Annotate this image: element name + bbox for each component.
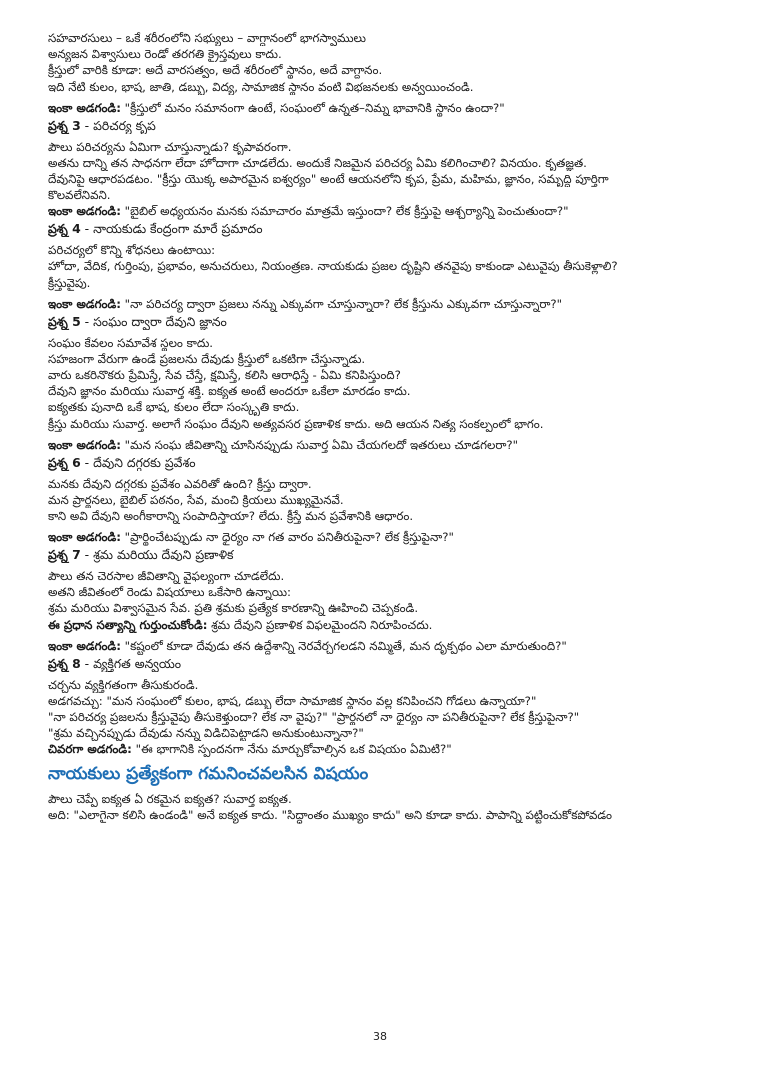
text-line: ఐక్యతకు పునాది ఒకే భాష, కులం లేదా సంస్కృతి కాదు. xyxy=(48,400,300,415)
ask-label: ఇంకా అడగండి: xyxy=(48,204,121,219)
ask-label: చివరగా అడగండి: xyxy=(48,742,132,757)
ask-line xyxy=(48,638,728,655)
text-line: అతని జీవితంలో రెండు విషయాలు ఒకేసారి ఉన్నాయి: xyxy=(48,585,292,600)
ask-line xyxy=(48,437,728,454)
text-line: అన్యజన విశ్వాసులు రెండో తరగతి క్రైస్తవులు కాదు. xyxy=(48,47,282,62)
question-label: ప్రశ్న 8 xyxy=(48,655,81,671)
text-line: క్రీస్తులో వారికి కూడా: అదే వారసత్వం, అదే శరీరంలో స్థానం, అదే వాగ్దానం. xyxy=(48,63,383,78)
question-heading xyxy=(48,655,728,672)
question-title: - పరిచర్య కృప xyxy=(80,117,156,133)
ask-line xyxy=(48,296,728,313)
section-heading: నాయకులు ప్రత్యేకంగా గమనించవలసిన విషయం xyxy=(48,764,369,785)
text-line: సహవారసులు – ఒకే శరీరంలోని సభ్యులు – వాగ్దానంలో భాగస్వాములు xyxy=(48,31,366,45)
ask-text: "ఈ భాగానికి స్పందనగా నేను మార్చుకోవాల్సిన ఒక విషయం ఏమిటి?" xyxy=(135,742,452,757)
text-line: క్రీస్తు మరియు సువార్త. అలాగే సంఘం దేవుని అత్యవసర ప్రణాళిక కాదు. అది ఆయన నిత్య సంకల్పంలో భాగం. xyxy=(48,416,544,431)
question-label: ప్రశ్న 4 xyxy=(48,221,81,237)
ask-label: ఇంకా అడగండి: xyxy=(48,530,121,545)
text-line: వారు ఒకరినొకరు ప్రేమిస్తే, సేవ చేస్తే, క్షమిస్తే, కలిసి ఆరాధిస్తే - ఏమి కనిపిస్తుంది? xyxy=(48,368,401,383)
text-line: కాని అవి దేవుని అంగీకారాన్ని సంపాదిస్తాయా? లేదు. క్రీస్తే మన ప్రవేశానికి ఆధారం. xyxy=(48,509,414,524)
text-line: పౌలు చెప్పే ఐక్యత ఏ రకమైన ఐక్యత? సువార్త ఐక్యత. xyxy=(48,792,292,807)
ask-label: ఇంకా అడగండి: xyxy=(48,638,121,653)
question-section-6 xyxy=(48,454,728,546)
question-heading xyxy=(48,313,728,330)
question-section-7 xyxy=(48,546,728,655)
ask-label: ఇంకా అడగండి: xyxy=(48,100,121,115)
question-heading xyxy=(48,220,728,237)
text-line: సంఘం కేవలం సమావేశ స్థలం కాదు. xyxy=(48,335,214,350)
question-label: ప్రశ్న 7 xyxy=(48,547,81,563)
ask-text: "క్రీస్తులో మనం సమానంగా ఉంటే, సంఘంలో ఉన్నత–నిమ్న భావానికి స్థానం ఉందా?" xyxy=(124,100,505,115)
intro-block xyxy=(48,30,728,117)
question-title: - సంఘం ద్వారా దేవుని జ్ఞానం xyxy=(80,313,227,329)
text-line: పౌలు తన చెరసాల జీవితాన్ని వైఫల్యంగా చూడలేదు. xyxy=(48,569,285,584)
text-line: చర్చను వ్యక్తిగతంగా తీసుకురండి. xyxy=(48,677,199,692)
text-line: పౌలు పరిచర్యను ఏమిగా చూస్తున్నాడు? కృపావరంగా. xyxy=(48,139,292,154)
emphasis-text: శ్రమ దేవుని ప్రణాళిక విఫలమైందని నిరూపించదు. xyxy=(207,617,433,632)
text-line: "నా పరిచర్య ప్రజలను క్రీస్తువైపు తీసుకెళ్తుందా? లేక నా వైపు?" "ప్రార్థనలో నా ధైర్యం నా పనితీరుపైనా? లేక క్రీస్తుపైనా?" xyxy=(48,710,580,725)
question-label: ప్రశ్న 5 xyxy=(48,313,81,329)
ask-label: ఇంకా అడగండి: xyxy=(48,296,121,311)
ask-label: ఇంకా అడగండి: xyxy=(48,437,121,452)
text-line: సహజంగా వేరుగా ఉండే ప్రజలను దేవుడు క్రీస్తులో ఒకటిగా చేస్తున్నాడు. xyxy=(48,351,366,366)
text-line: మనకు దేవుని దగ్గరకు ప్రవేశం ఎవరితో ఉంది? క్రీస్తు ద్వారా. xyxy=(48,476,312,491)
question-label: ప్రశ్న 6 xyxy=(48,454,81,470)
ask-line xyxy=(48,529,728,546)
question-section-8 xyxy=(48,655,728,759)
text-line: క్రీస్తువైపు. xyxy=(48,275,91,290)
text-line: పరిచర్యలో కొన్ని శోధనలు ఉంటాయి: xyxy=(48,243,216,258)
question-section-4 xyxy=(48,220,728,312)
ask-line xyxy=(48,741,728,758)
text-line: దేవుని జ్ఞానం మరియు సువార్త శక్తి. ఐక్యత అంటే అందరూ ఒకేలా మారడం కాదు. xyxy=(48,384,411,399)
question-label: ప్రశ్న 3 xyxy=(48,117,81,133)
text-line: దేవునిపై ఆధారపడటం. "క్రీస్తు యొక్క అపారమైన ఐశ్వర్యం" అంటే ఆయనలోని కృప, ప్రేమ, మహిమ, జ్ఞానం, సమృద్ధి పూర్తిగా xyxy=(48,172,609,187)
question-section-5 xyxy=(48,313,728,454)
ask-text: "మన సంఘ జీవితాన్ని చూసినప్పుడు సువార్త ఏమి చేయగలదో ఇతరులు చూడగలరా?" xyxy=(124,437,519,452)
question-heading xyxy=(48,454,728,471)
text-line: హోదా, వేదిక, గుర్తింపు, ప్రభావం, అనుచరులు, నియంత్రణ. నాయకుడు ప్రజల దృష్టిని తనవైపు కాకుండా ఎటువైపు తీసుకెళ్లాలి? xyxy=(48,259,618,274)
emphasis-line xyxy=(48,617,728,633)
ask-text: "కష్టంలో కూడా దేవుడు తన ఉద్దేశాన్ని నెరవేర్చగలడని నమ్మితే, మన దృక్పథం ఎలా మారుతుంది?" xyxy=(124,638,567,653)
text-line: "శ్రమ వచ్చినప్పుడు దేవుడు నన్ను విడిచిపెట్టాడని అనుకుంటున్నానా?" xyxy=(48,726,364,741)
question-title: - దేవుని దగ్గరకు ప్రవేశం xyxy=(80,454,196,470)
question-title: - నాయకుడు కేంద్రంగా మారే ప్రమాదం xyxy=(80,221,263,237)
document-page xyxy=(48,30,728,824)
question-heading xyxy=(48,546,728,563)
ask-line xyxy=(48,203,728,220)
emphasis-label: ఈ ప్రధాన సత్యాన్ని గుర్తుంచుకోండి: xyxy=(48,617,208,632)
ask-text: "బైబిల్ అధ్యయనం మనకు సమాచారం మాత్రమే ఇస్తుందా? లేక క్రీస్తుపై ఆశ్చర్యాన్ని పెంచుతుందా?" xyxy=(124,204,569,219)
text-line: అది: "ఎలాగైనా కలిసి ఉండండి" అనే ఐక్యత కాదు. "సిద్ధాంతం ముఖ్యం కాదు" అని కూడా కాదు. పాపాన్ని పట్టించుకోకపోవడం xyxy=(48,808,612,823)
question-title: - శ్రమ మరియు దేవుని ప్రణాళిక xyxy=(80,547,234,563)
text-line: అడగవచ్చు: "మన సంఘంలో కులం, భాష, డబ్బు లేదా సామాజిక స్థానం వల్ల కనిపించని గోడలు ఉన్నాయా?" xyxy=(48,693,537,708)
text-line: కొలవలేనివని. xyxy=(48,188,111,203)
question-section-3 xyxy=(48,117,728,221)
ask-line xyxy=(48,100,728,117)
text-line: మన ప్రార్థనలు, బైబిల్ పఠనం, సేవ, మంచి క్రియలు ముఖ్యమైనవే. xyxy=(48,492,344,507)
ask-text: "ప్రార్థించేటప్పుడు నా ధైర్యం నా గత వారం పనితీరుపైనా? లేక క్రీస్తుపైనా?" xyxy=(124,530,454,545)
question-heading xyxy=(48,117,728,134)
text-line: శ్రమ మరియు విశ్వాసమైన సేవ. ప్రతి శ్రమకు ప్రత్యేక కారణాన్ని ఊహించి చెప్పకండి. xyxy=(48,601,419,616)
question-title: - వ్యక్తిగత అన్వయం xyxy=(80,655,182,671)
ask-text: "నా పరిచర్య ద్వారా ప్రజలు నన్ను ఎక్కువగా చూస్తున్నారా? లేక క్రీస్తును ఎక్కువగా చూస్తున్నారా?" xyxy=(124,296,563,311)
text-line: అతను దాన్ని తన సాధనగా లేదా హోదాగా చూడలేదు. అందుకే నిజమైన పరిచర్య ఏమి కలిగించాలి? వినయం. కృతజ్ఞత. xyxy=(48,155,587,170)
page-number: 38 xyxy=(373,1030,387,1043)
text-line: ఇది నేటి కులం, భాష, జాతి, డబ్బు, విద్య, సామాజిక స్థానం వంటి విభజనలకు అన్వయించండి. xyxy=(48,79,474,94)
